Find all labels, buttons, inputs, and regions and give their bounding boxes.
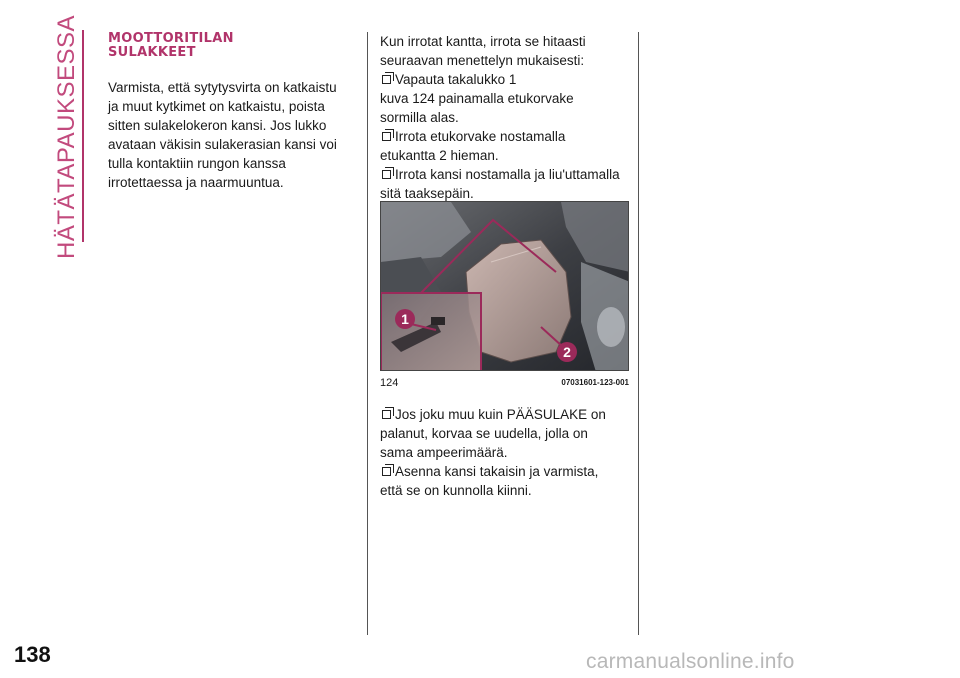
step-line: Irrota etukorvake nostamalla — [395, 129, 566, 144]
step-item — [380, 127, 632, 165]
step-line: Jos joku muu kuin PÄÄSULAKE on — [395, 407, 606, 422]
heading-line-1: MOOTTORITILAN — [108, 31, 234, 46]
step-item — [380, 165, 632, 203]
engine-bay-photo — [380, 201, 629, 371]
body-line: Varmista, että sytytysvirta on katkaistu — [108, 80, 337, 95]
body-paragraph — [108, 78, 356, 192]
body-line: tulla kontaktiin rungon kanssa — [108, 156, 286, 171]
column-divider-1 — [367, 32, 368, 635]
watermark-link: carmanualsonline.info — [586, 650, 795, 673]
figure-number: 124 — [380, 377, 399, 389]
figure-caption — [380, 377, 629, 391]
intro-paragraph — [380, 32, 632, 70]
step-line: etukantta 2 hieman. — [380, 148, 499, 163]
step-item — [380, 70, 632, 127]
body-line: sitten sulakelokeron kansi. Jos lukko — [108, 118, 327, 133]
step-line: sormilla alas. — [380, 110, 459, 125]
step-line: kuva 124 painamalla etukorvake — [380, 91, 574, 106]
step-line: Asenna kansi takaisin ja varmista, — [395, 464, 599, 479]
page-number: 138 — [14, 642, 51, 667]
body-line: avataan väkisin sulakerasian kansi voi — [108, 137, 337, 152]
checkbox-bullet-icon — [382, 467, 391, 476]
intro-line: Kun irrotat kantta, irrota se hitaasti — [380, 34, 586, 49]
body-line: irrotettaessa ja naarmuuntua. — [108, 175, 284, 190]
section-tab-bar — [82, 30, 84, 242]
section-title: HÄTÄTAPAUKSESSA — [53, 14, 80, 260]
engine-bay-illustration — [381, 202, 629, 371]
step-line: sitä taaksepäin. — [380, 186, 474, 201]
step-line: palanut, korvaa se uudella, jolla on — [380, 426, 588, 441]
right-column-top — [380, 32, 632, 203]
checkbox-bullet-icon — [382, 410, 391, 419]
heading-line-2: SULAKKEET — [108, 45, 196, 60]
section-heading — [108, 32, 356, 60]
checkbox-bullet-icon — [382, 170, 391, 179]
checkbox-bullet-icon — [382, 75, 391, 84]
figure-code: 07031601-123-001 — [561, 378, 629, 387]
step-item — [380, 405, 632, 462]
step-line: Vapauta takalukko 1 — [395, 72, 517, 87]
intro-line: seuraavan menettelyn mukaisesti: — [380, 53, 585, 68]
section-tab — [53, 14, 84, 260]
left-column — [108, 32, 356, 192]
checkbox-bullet-icon — [382, 132, 391, 141]
step-line: että se on kunnolla kiinni. — [380, 483, 532, 498]
step-line: Irrota kansi nostamalla ja liu'uttamalla — [395, 167, 620, 182]
step-item — [380, 462, 632, 500]
callout-1-label: 1 — [401, 311, 409, 327]
body-line: ja muut kytkimet on katkaistu, poista — [108, 99, 325, 114]
callout-2-label: 2 — [563, 344, 571, 360]
step-line: sama ampeerimäärä. — [380, 445, 508, 460]
right-column-bottom — [380, 405, 632, 500]
column-divider-2 — [638, 32, 639, 635]
